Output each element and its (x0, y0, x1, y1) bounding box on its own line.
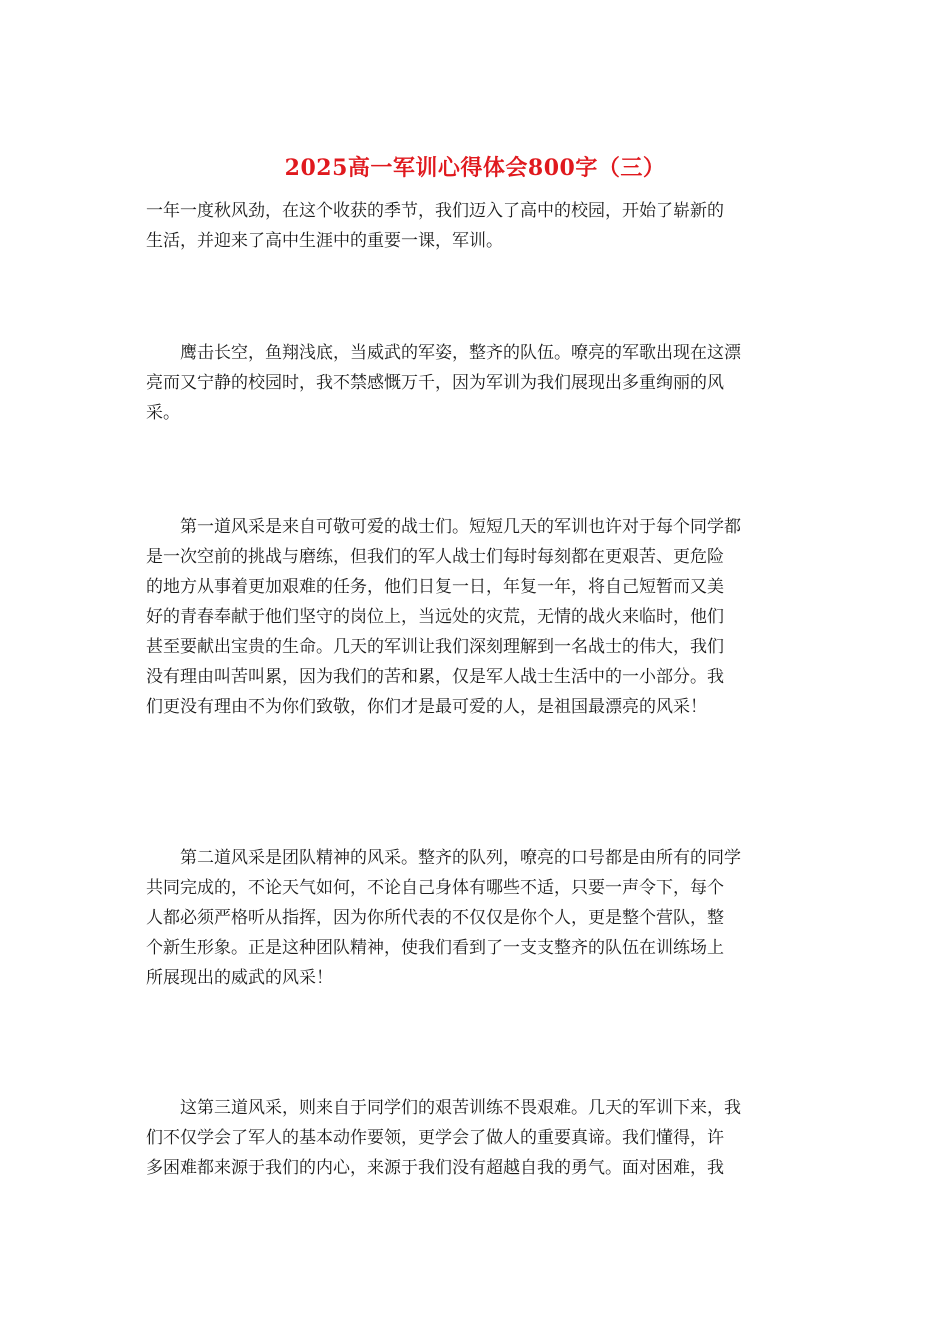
document-title: 2025高一军训心得体会800字（三） (284, 155, 666, 181)
paragraph-line: 个新生形象。正是这种团队精神，使我们看到了一支支整齐的队伍在训练场上 (146, 938, 724, 958)
paragraph-line: 亮而又宁静的校园时，我不禁感慨万千，因为军训为我们展现出多重绚丽的风 (146, 373, 724, 393)
paragraph-line: 好的青春奉献于他们坚守的岗位上，当远处的灾荒，无情的战火来临时，他们 (146, 607, 724, 627)
paragraph-3 (146, 512, 816, 722)
paragraph-line: 一年一度秋风劲，在这个收获的季节，我们迈入了高中的校园，开始了崭新的 (146, 201, 724, 221)
paragraph-line: 第一道风采是来自可敬可爱的战士们。短短几天的军训也许对于每个同学都 (146, 517, 741, 537)
paragraph-2 (146, 338, 816, 428)
paragraph-line: 这第三道风采，则来自于同学们的艰苦训练不畏艰难。几天的军训下来，我 (146, 1098, 741, 1118)
paragraph-line: 甚至要献出宝贵的生命。几天的军训让我们深刻理解到一名战士的伟大，我们 (146, 637, 724, 657)
paragraph-4 (146, 843, 816, 993)
paragraph-line: 鹰击长空，鱼翔浅底，当威武的军姿，整齐的队伍。嘹亮的军歌出现在这漂 (146, 343, 741, 363)
paragraph-line: 采。 (146, 403, 180, 423)
paragraph-line: 第二道风采是团队精神的风采。整齐的队列，嘹亮的口号都是由所有的同学 (146, 848, 741, 868)
paragraph-line: 没有理由叫苦叫累，因为我们的苦和累，仅是军人战士生活中的一小部分。我 (146, 667, 724, 687)
paragraph-line: 的地方从事着更加艰难的任务，他们日复一日，年复一年，将自己短暂而又美 (146, 577, 724, 597)
paragraph-line: 们更没有理由不为你们致敬，你们才是最可爱的人，是祖国最漂亮的风采！ (146, 697, 707, 717)
paragraph-line: 人都必须严格听从指挥，因为你所代表的不仅仅是你个人，更是整个营队，整 (146, 908, 724, 928)
paragraph-line: 共同完成的，不论天气如何，不论自己身体有哪些不适，只要一声令下，每个 (146, 878, 724, 898)
paragraph-line: 所展现出的威武的风采！ (146, 968, 333, 988)
paragraph-line: 生活，并迎来了高中生涯中的重要一课，军训。 (146, 231, 503, 251)
paragraph-line: 们不仅学会了军人的基本动作要领，更学会了做人的重要真谛。我们懂得，许 (146, 1128, 724, 1148)
paragraph-1 (146, 196, 816, 256)
paragraph-line: 多困难都来源于我们的内心，来源于我们没有超越自我的勇气。面对困难，我 (146, 1158, 724, 1178)
paragraph-5 (146, 1093, 816, 1183)
paragraph-line: 是一次空前的挑战与磨练，但我们的军人战士们每时每刻都在更艰苦、更危险 (146, 547, 724, 567)
